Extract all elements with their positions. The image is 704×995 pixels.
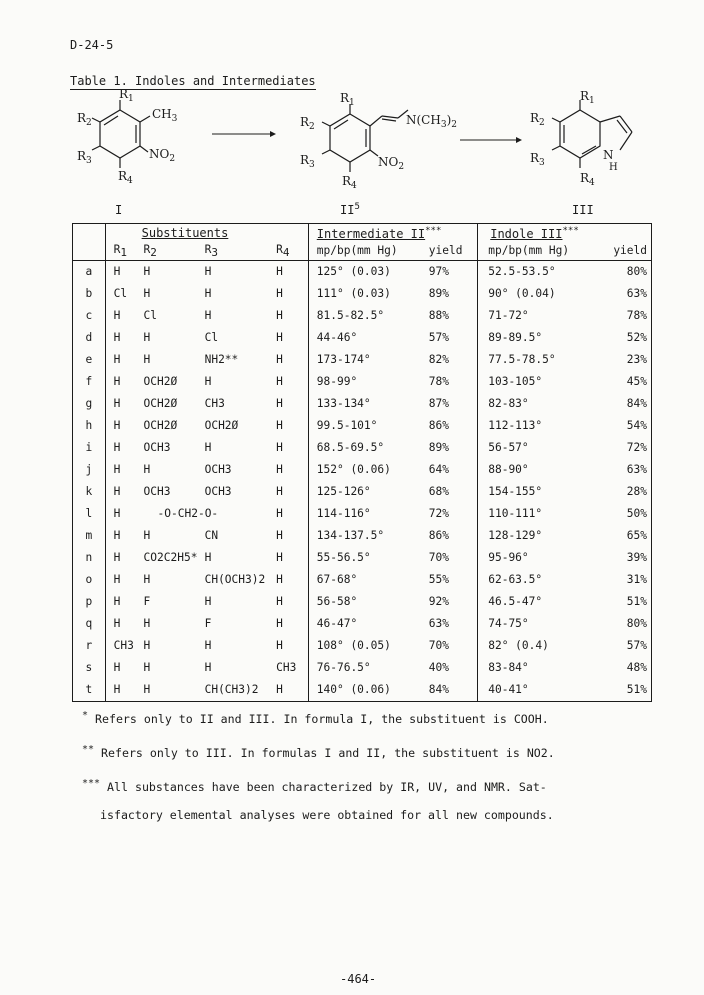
cell: 89% <box>429 283 478 305</box>
footnote-2: ** Refers only to III. In formulas I and II, the substituent is NO2. <box>82 744 555 760</box>
cell: 56-57° <box>488 441 529 455</box>
label-r1-I: $R_1$ <box>119 88 134 104</box>
cell: 108° (0.05) <box>316 639 391 653</box>
cell: H <box>276 503 308 525</box>
label-r3-I: $R_3$ <box>77 149 92 166</box>
cell: H <box>276 635 308 657</box>
table-row <box>73 679 652 702</box>
cell: H <box>113 353 121 367</box>
table-row <box>73 327 652 349</box>
label-r4-II: $R_4$ <box>342 174 357 191</box>
label-r4-III: $R_4$ <box>580 171 595 188</box>
cell: H <box>143 463 151 477</box>
cell: 78% <box>429 371 478 393</box>
cell: H <box>143 287 151 301</box>
cell: H <box>113 485 121 499</box>
cell: e <box>73 349 106 371</box>
cell: H <box>276 349 308 371</box>
cell: H <box>113 661 121 675</box>
label-r2-II: $R_2$ <box>300 115 315 132</box>
label-no2-I: $NO_2$ <box>149 147 176 164</box>
cell: H <box>113 551 121 565</box>
cell: H <box>113 573 121 587</box>
cell: i <box>73 437 106 459</box>
label-h-III: H <box>609 162 618 173</box>
cell: H <box>113 375 121 389</box>
cell: 88-90° <box>488 463 529 477</box>
cell: 140° (0.06) <box>308 679 429 702</box>
cell: 83-84° <box>488 661 529 675</box>
cell: H <box>276 547 308 569</box>
cell: 44-46° <box>316 331 358 345</box>
cell: H <box>113 419 121 433</box>
cell: H <box>143 617 151 631</box>
cell: k <box>73 481 106 503</box>
cell: H <box>204 265 212 279</box>
table-row <box>73 525 652 547</box>
cell: 70% <box>429 635 478 657</box>
cell: Cl <box>113 287 128 301</box>
cell: 82% <box>429 349 478 371</box>
cell: OCH2Ø <box>204 419 239 433</box>
cell: 28% <box>605 481 652 503</box>
cell: H <box>113 595 121 609</box>
cell: OCH3 <box>204 485 232 499</box>
label-r1-III: $R_1$ <box>580 89 595 106</box>
structure-III <box>552 100 632 168</box>
cell: H <box>276 591 308 613</box>
cell: 103-105° <box>488 375 543 389</box>
cell: H <box>204 441 212 455</box>
cell: H <box>143 661 151 675</box>
cell: l <box>73 503 106 525</box>
cell: 99.5-101° <box>316 419 378 433</box>
cell: H <box>204 595 212 609</box>
cell: H <box>276 305 308 327</box>
cell: H <box>113 617 121 631</box>
cell: H <box>276 481 308 503</box>
cell: 52% <box>605 327 652 349</box>
column-header-row <box>73 242 652 261</box>
table-row <box>73 283 652 305</box>
footnote-3-cont: isfactory elemental analyses were obtained for all new compounds. <box>100 808 554 822</box>
table-row <box>73 591 652 613</box>
arrowhead-2 <box>516 137 522 143</box>
corner-cell <box>73 224 106 243</box>
substituents-header: Substituents <box>105 224 308 243</box>
table-row <box>73 503 652 525</box>
table-row <box>73 569 652 591</box>
col-r1: $R_1$ <box>105 242 143 261</box>
label-nh-III: N <box>603 148 614 162</box>
cell: 98-99° <box>316 375 358 389</box>
label-r2-III: $R_2$ <box>530 111 545 128</box>
document-id: D-24-5 <box>70 38 114 52</box>
col-mpbp-II: mp/bp(mm Hg) <box>308 242 429 261</box>
cell: 78% <box>605 305 652 327</box>
cell: CN <box>204 529 219 543</box>
cell: Cl <box>204 331 219 345</box>
cell: 51% <box>605 591 652 613</box>
cell: o <box>73 569 106 591</box>
reaction-scheme <box>60 88 660 220</box>
table-row <box>73 305 652 327</box>
cell: 87% <box>429 393 478 415</box>
cell: 71-72° <box>488 309 529 323</box>
cell: d <box>73 327 106 349</box>
cell: 55-56.5° <box>316 551 371 565</box>
roman-I: I <box>115 203 123 217</box>
cell: 46.5-47° <box>488 595 543 609</box>
cell: 51% <box>605 679 652 702</box>
cell: 77.5-78.5° <box>488 353 556 367</box>
cell: H <box>143 573 151 587</box>
group-header-row <box>73 224 652 243</box>
table-row <box>73 261 652 284</box>
cell: H <box>113 265 121 279</box>
cell: 125-126° <box>316 485 371 499</box>
col-r3: $R_3$ <box>205 242 277 261</box>
cell: 133-134° <box>316 397 371 411</box>
cell: 46-47° <box>316 617 358 631</box>
cell: 112-113° <box>488 419 543 433</box>
table-row <box>73 657 652 679</box>
cell: 154-155° <box>488 485 543 499</box>
cell: H <box>276 437 308 459</box>
cell: 68% <box>429 481 478 503</box>
label-r3-III: $R_3$ <box>530 151 545 168</box>
cell: h <box>73 415 106 437</box>
cell: H <box>113 463 121 477</box>
table-row <box>73 481 652 503</box>
table-title: Table 1. Indoles and Intermediates <box>70 74 316 88</box>
cell: p <box>73 591 106 613</box>
cell: g <box>73 393 106 415</box>
cell: H <box>276 261 308 284</box>
cell: 84% <box>429 679 478 702</box>
table-row <box>73 459 652 481</box>
cell: 39% <box>605 547 652 569</box>
cell: H <box>276 679 308 702</box>
cell: 63% <box>605 283 652 305</box>
col-yield-III: yield <box>605 242 652 261</box>
cell: m <box>73 525 106 547</box>
cell: H <box>113 309 121 323</box>
cell: 152° (0.06) <box>316 463 391 477</box>
cell: H <box>276 393 308 415</box>
cell: t <box>73 679 106 702</box>
cell: H <box>113 397 121 411</box>
cell: 111° (0.03) <box>316 287 391 301</box>
cell: 89-89.5° <box>488 331 543 345</box>
cell: 86% <box>429 415 478 437</box>
cell: H <box>143 353 151 367</box>
arrowhead-1 <box>270 131 276 137</box>
cell: c <box>73 305 106 327</box>
cell: OCH3 <box>143 441 171 455</box>
cell: 86% <box>429 525 478 547</box>
cell: 55% <box>429 569 478 591</box>
cell: 80% <box>605 261 652 284</box>
cell: CH(CH3)2 <box>205 679 277 702</box>
cell: CO2C2H5* <box>143 551 198 565</box>
cell: 97% <box>429 261 478 284</box>
label-nme2-II: $N(CH_3)_2$ <box>406 113 457 130</box>
cell: 23% <box>605 349 652 371</box>
cell: 63% <box>605 459 652 481</box>
roman-III: III <box>572 203 594 217</box>
cell: H <box>105 679 143 702</box>
cell: CH3 <box>276 657 308 679</box>
col-yield-II: yield <box>429 242 478 261</box>
cell: 80% <box>605 613 652 635</box>
label-r2-I: $R_2$ <box>77 111 92 128</box>
cell: H <box>204 639 212 653</box>
cell: 173-174° <box>316 353 371 367</box>
cell: a <box>73 261 106 284</box>
cell: 125° (0.03) <box>316 265 391 279</box>
cell: 68.5-69.5° <box>316 441 385 455</box>
cell: 82° (0.4) <box>488 639 549 653</box>
cell: 92% <box>429 591 478 613</box>
cell: 40-41° <box>478 679 605 702</box>
cell: H <box>204 661 212 675</box>
cell: H <box>113 507 121 521</box>
cell: H <box>204 287 212 301</box>
cell: Cl <box>143 309 158 323</box>
cell: 62-63.5° <box>488 573 543 587</box>
cell: 31% <box>605 569 652 591</box>
cell: H <box>204 375 212 389</box>
cell: 84% <box>605 393 652 415</box>
cell: CH(OCH3)2 <box>204 573 266 587</box>
cell: H <box>276 327 308 349</box>
cell: 52.5-53.5° <box>488 265 556 279</box>
indoles-table <box>72 223 652 702</box>
cell: 81.5-82.5° <box>316 309 385 323</box>
footnote-3: *** All substances have been characterized by IR, UV, and NMR. Sat- <box>82 778 547 794</box>
cell: H <box>143 529 151 543</box>
table-row <box>73 415 652 437</box>
cell: H <box>143 265 151 279</box>
cell: 110-111° <box>488 507 543 521</box>
cell: 63% <box>429 613 478 635</box>
label-ch3-I: $CH_3$ <box>152 107 178 124</box>
label-no2-II: $NO_2$ <box>378 155 405 172</box>
cell: 88% <box>429 305 478 327</box>
cell: OCH2Ø <box>143 419 178 433</box>
cell: H <box>276 613 308 635</box>
structure-I <box>92 100 150 168</box>
cell: r <box>73 635 106 657</box>
cell: 45% <box>605 371 652 393</box>
cell: OCH2Ø <box>143 375 178 389</box>
cell: NH2** <box>204 353 239 367</box>
cell: 76-76.5° <box>316 661 371 675</box>
cell: n <box>73 547 106 569</box>
cell: CH3 <box>113 639 134 653</box>
cell: 89% <box>429 437 478 459</box>
col-mpbp-III: mp/bp(mm Hg) <box>478 242 605 261</box>
label-r4-I: $R_4$ <box>118 169 133 186</box>
cell: 72% <box>605 437 652 459</box>
table-row <box>73 393 652 415</box>
cell: H <box>113 441 121 455</box>
cell: H <box>143 331 151 345</box>
cell: 48% <box>605 657 652 679</box>
footnote-1: * Refers only to II and III. In formula I, the substituent is COOH. <box>82 710 549 726</box>
cell: OCH3 <box>143 485 171 499</box>
cell: q <box>73 613 106 635</box>
cell: OCH2Ø <box>143 397 178 411</box>
table-row <box>73 613 652 635</box>
cell: 128-129° <box>488 529 543 543</box>
cell: -O-CH2-O- <box>157 507 219 521</box>
cell: 40% <box>429 657 478 679</box>
table-row <box>73 547 652 569</box>
cell: 54% <box>605 415 652 437</box>
cell: H <box>276 569 308 591</box>
table-body <box>73 261 652 702</box>
cell: j <box>73 459 106 481</box>
cell: f <box>73 371 106 393</box>
cell: H <box>276 525 308 547</box>
label-r1-II: $R_1$ <box>340 91 355 108</box>
intermediate-header: Intermediate II*** <box>308 224 477 243</box>
cell: 67-68° <box>316 573 358 587</box>
table-row <box>73 371 652 393</box>
cell: OCH3 <box>204 463 232 477</box>
cell: 57% <box>605 635 652 657</box>
indole-header: Indole III*** <box>478 224 652 243</box>
table-row <box>73 635 652 657</box>
cell: b <box>73 283 106 305</box>
cell: 56-58° <box>316 595 358 609</box>
table-row <box>73 349 652 371</box>
cell: H <box>113 529 121 543</box>
page-number: -464- <box>340 972 377 986</box>
table-row <box>73 437 652 459</box>
cell: H <box>144 679 205 702</box>
cell: F <box>204 617 212 631</box>
cell: H <box>113 331 121 345</box>
cell: 90° (0.04) <box>488 287 556 301</box>
cell: 82-83° <box>488 397 529 411</box>
cell: 57% <box>429 327 478 349</box>
cell: H <box>276 459 308 481</box>
cell: H <box>204 309 212 323</box>
cell: F <box>143 595 151 609</box>
cell: s <box>73 657 106 679</box>
cell: 95-96° <box>488 551 529 565</box>
col-r4: $R_4$ <box>276 242 308 261</box>
cell: H <box>143 639 151 653</box>
roman-II: $II^5$ <box>340 202 360 217</box>
cell: H <box>276 283 308 305</box>
cell: H <box>276 415 308 437</box>
cell: 72% <box>429 503 478 525</box>
label-r3-II: $R_3$ <box>300 153 315 170</box>
cell: 50% <box>605 503 652 525</box>
cell: 114-116° <box>316 507 371 521</box>
cell: 134-137.5° <box>316 529 385 543</box>
cell: CH3 <box>204 397 225 411</box>
cell: 65% <box>605 525 652 547</box>
cell: H <box>204 551 212 565</box>
cell: 70% <box>429 547 478 569</box>
col-r2: $R_2$ <box>144 242 205 261</box>
cell: 64% <box>429 459 478 481</box>
cell: 74-75° <box>488 617 529 631</box>
cell: H <box>276 371 308 393</box>
